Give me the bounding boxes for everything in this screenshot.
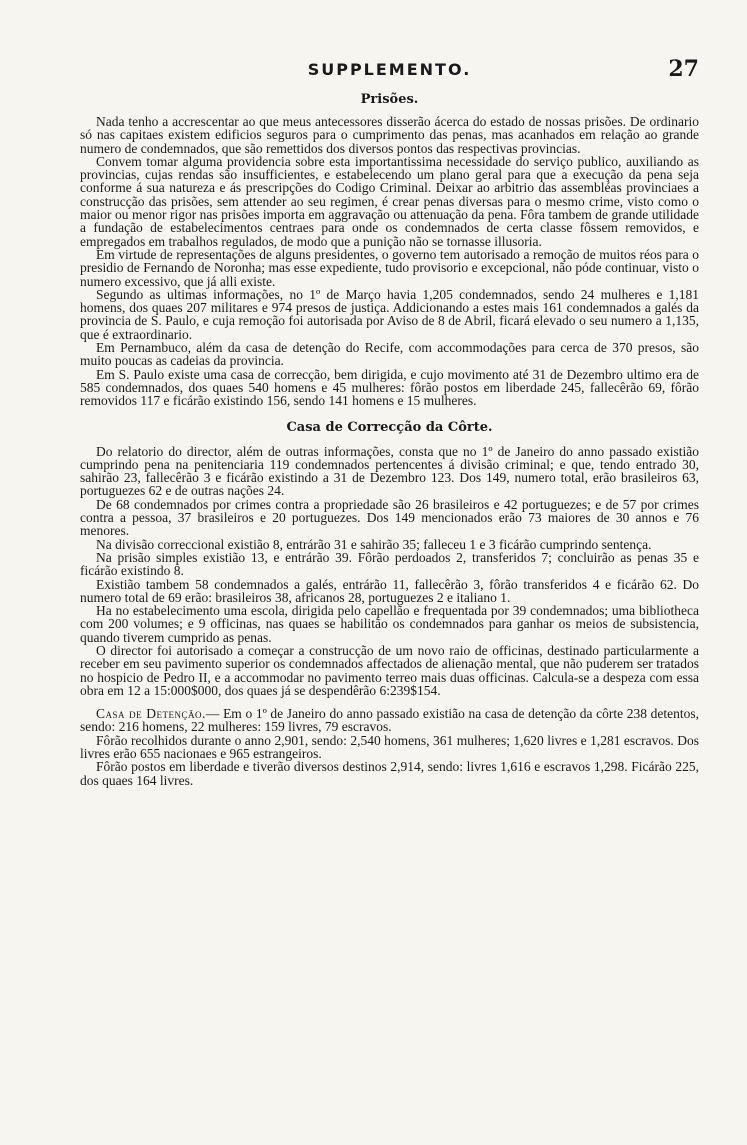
page-header [80,56,699,84]
paragraph: Na divisão correccional existião 8, entrárão 31 e sahirão 35; falleceu 1 e 3 ficárão cumprindo sentença. [96,536,652,552]
paragraph: Em virtude de representações de alguns presidentes, o governo tem autorisado a remoção de muitos réos para o presidio de Fernando de Noronha; mas esse expediente, tudo provisorio e excepcional, não póde continuar, visto o numero excessivo, que já alli existe. [80,246,699,289]
paragraph: Ha no estabelecimento uma escola, dirigida pelo capellão e frequentada por 39 condemnados; uma bibliotheca com 200 volumes; e 9 officinas, nas quaes se habilitão os condemnados para ganhar os meios de subsistencia, quando tiverem cumprido as penas. [80,603,699,645]
paragraph: Fôrão recolhidos durante o anno 2,901, sendo: 2,540 homens, 361 mulheres; 1,620 livres e 1,281 escravos. Dos livres erão 655 nacionaes e 965 estrangeiros. [80,732,699,762]
paragraph: Nada tenho a accrescentar ao que meus antecessores disserão ácerca do estado de nossas prisões. De ordinario só nas capitaes existem edificios seguros para o cumprimento das penas, mas acanhados em relação ao grande numero de condemnados, que são remettidos dos diversos pontos das respectivas provincias. [80,114,699,156]
paragraph: Segundo as ultimas informações, no 1º de Março havia 1,205 condemnados, sendo 24 mulheres e 1,181 homens, dos quaes 207 militares e 974 presos de justiça. Addicionando a estes mais 161 condemnados a galés da provincia de S. Paulo, e cuja remoção foi autorisada por Aviso de 8 de Abril, ficará elevado o seu numero a 1,135, que é extraordinario. [80,286,699,342]
running-head: SUPPLEMENTO. [307,60,472,79]
paragraph: Convem tomar alguma providencia sobre esta importantissima necessidade do serviço publico, auxiliando as provincias, cujas rendas são insufficientes, e estabelecendo um plano geral para que a execução da pena seja conforme á sua natureza e ás prescripções do Codigo Criminal. Deixar ao arbitrio das assembléas provinciaes a construcção das prisões, sem attender ao seu regimen, é crear penas diversas para o mesmo crime, visto como o maior ou menor rigor nas prisões importa em aggravação ou attenuação da pena. Fôra tambem de grande utilidade a fundação de estabelecimentos centraes para onde os condemnados de certa classe fôssem removidos, e empregados em trabalhos regulados, de modo que a punição não se tornasse illusoria. [80,153,699,249]
paragraph: Fôrão postos em liberdade e tiverão diversos destinos 2,914, sendo: livres 1,616 e escravos 1,298. Ficárão 225, dos quaes 164 livres. [80,759,699,788]
paragraph: O director foi autorisado a começar a construcção de um novo raio de officinas, destinado particularmente a receber em seu pavimento superior os condemnados affectados de alienação mental, que não puderem ser tratados no hospicio de Pedro II, e a accommodar no pavimento terreo mais duas officinas. Calcula-se a despeza com essa obra em 12 a 15:000$000, dos quaes já se despendêrão 6:239$154. [80,642,699,698]
paragraph: Existião tambem 58 condemnados a galés, entrárão 11, fallecêrão 3, fôrão transferidos 4 e ficárão 62. Do numero total de 69 erão: brasileiros 38, africanos 28, portuguezes 2 e italiano 1. [80,576,699,605]
paragraph: Na prisão simples existião 13, e entrárão 39. Fôrão perdoados 2, transferidos 7; concluirão as penas 35 e ficárão existindo 8. [80,549,699,579]
detention-paragraph [80,707,699,734]
page-content [80,92,699,787]
paragraph: De 68 condemnados por crimes contra a propriedade são 26 brasileiros e 42 portuguezes; e de 57 por crimes contra a pessoa, 37 brasileiros e 20 portuguezes. Dos 149 mencionados erão 73 maiores de 30 annos e 76 menores. [80,496,699,539]
section-title-prisoes: Prisões. [360,92,419,107]
page-number: 27 [668,56,699,82]
paragraph: Em Pernambuco, além da casa de detenção do Recife, com accommodações para cerca de 370 presos, são muito poucas as cadeias da provincia. [80,340,699,369]
detention-label: Casa de Detenção. [96,706,206,722]
detention-text: — Em o 1º de Janeiro do anno passado existião na casa de detenção da côrte 238 detentos, sendo: 216 homens, 22 mulheres: 159 livres, 79 escravos. [80,706,700,735]
section-title-casa-de-correccao: Casa de Correcção da Côrte. [286,419,493,435]
paragraph: Do relatorio do director, além de outras informações, consta que no 1º de Janeiro do anno passado existião cumprindo pena na penitenciaria 119 condemnados pertencentes á divisão criminal; e que, tendo entrado 30, sahirão 23, fallecêrão 3 e ficárão existindo a 31 de Dezembro 123. Dos 149, numero total, erão brasileiros 63, portuguezes 62 e de outras nações 24. [80,443,699,499]
paragraph: Em S. Paulo existe uma casa de correcção, bem dirigida, e cujo movimento até 31 de Dezembro ultimo era de 585 condemnados, dos quaes 540 homens e 45 mulheres: fôrão postos em liberdade 245, fallecêrão 69, fôrão removidos 117 e ficárão existindo 156, sendo 141 homens e 15 mulheres. [80,366,699,409]
